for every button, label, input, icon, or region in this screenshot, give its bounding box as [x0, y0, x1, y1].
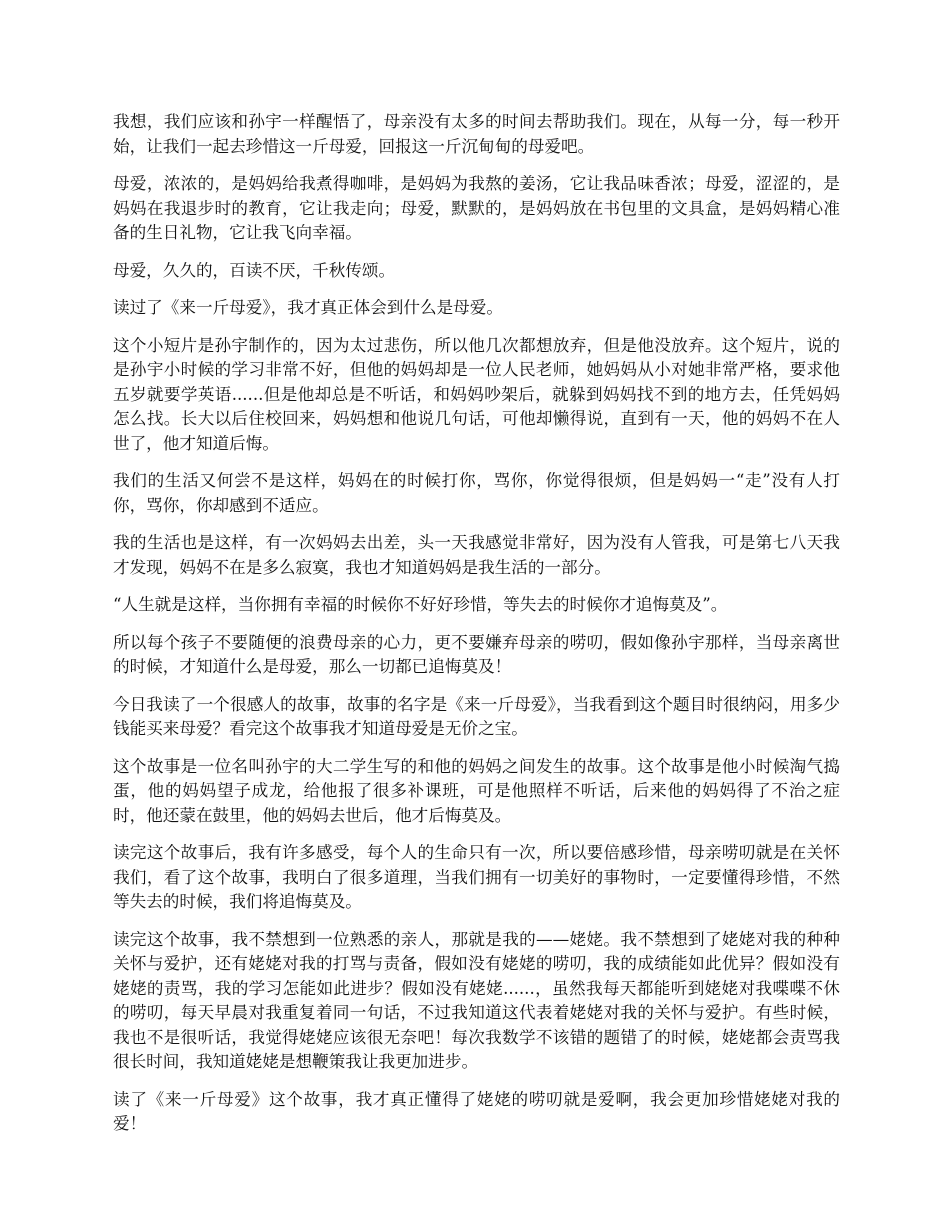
paragraph: 这个小短片是孙宇制作的，因为太过悲伤，所以他几次都想放弃，但是他没放弃。这个短片，说的是孙宇小时候的学习非常不好，但他的妈妈却是一位人民老师，她妈妈从小对她非常严格，要求他五岁就要学英语......但是他却总是不听话，和妈妈吵架后，就躲到妈妈找不到的地方去，任凭妈妈怎么找。长大以后住校回来，妈妈想和他说几句话，可他却懒得说，直到有一天，他的妈妈不在人世了，他才知道后悔。	[113, 335, 840, 453]
paragraph: 读完这个故事，我不禁想到一位熟悉的亲人，那就是我的——姥姥。我不禁想到了姥姥对我的种种关怀与爱护，还有姥姥对我的打骂与责备，假如没有姥姥的唠叨，我的成绩能如此优异？假如没有姥姥的责骂，我的学习怎能如此进步？假如没有姥姥......，虽然我每天都能听到姥姥对我喋喋不休的唠叨，每天早晨对我重复着同一句话，不过我知道这代表着姥姥对我的关怀与爱护。有些时候，我也不是很听话，我觉得姥姥应该很无奈吧！每次我数学不该错的题错了的时候，姥姥都会责骂我很长时间，我知道姥姥是想鞭策我让我更加进步。	[113, 929, 840, 1071]
paragraph: 我们的生活又何尝不是这样，妈妈在的时候打你，骂你，你觉得很烦，但是妈妈一“走”没有人打你，骂你，你却感到不适应。	[113, 471, 840, 515]
paragraph: 今日我读了一个很感人的故事，故事的名字是《来一斤母爱》，当我看到这个题目时很纳闷，用多少钱能买来母爱？看完这个故事我才知道母爱是无价之宝。	[113, 694, 840, 738]
paragraph: 母爱，久久的，百读不厌，千秋传颂。	[113, 260, 396, 280]
paragraph: 所以每个孩子不要随便的浪费母亲的心力，更不要嫌弃母亲的唠叨，假如像孙宇那样，当母亲离世的时候，才知道什么是母爱，那么一切都已追悔莫及！	[113, 632, 840, 676]
document-page	[113, 110, 840, 1150]
paragraph: 读过了《来一斤母爱》，我才真正体会到什么是母爱。	[113, 298, 503, 317]
paragraph: 读了《来一斤母爱》这个故事，我才真正懂得了姥姥的唠叨就是爱啊，我会更加珍惜姥姥对我的爱！	[113, 1089, 840, 1133]
paragraph: 我想，我们应该和孙宇一样醒悟了，母亲没有太多的时间去帮助我们。现在，从每一分，每一秒开始，让我们一起去珍惜这一斤母爱，回报这一斤沉甸甸的母爱吧。	[113, 112, 840, 156]
paragraph: 我的生活也是这样，有一次妈妈去出差，头一天我感觉非常好，因为没有人管我，可是第七八天我才发现，妈妈不在是多么寂寞，我也才知道妈妈是我生活的一部分。	[113, 533, 840, 577]
paragraph: “人生就是这样，当你拥有幸福的时候你不好好珍惜，等失去的时候你才追悔莫及”。	[113, 595, 728, 614]
paragraph: 母爱，浓浓的，是妈妈给我煮得咖啡，是妈妈为我熬的姜汤，它让我品味香浓；母爱，涩涩的，是妈妈在我退步时的教育，它让我走向；母爱，默默的，是妈妈放在书包里的文具盒，是妈妈精心准备的生日礼物，它让我飞向幸福。	[113, 174, 840, 242]
paragraph: 读完这个故事后，我有许多感受，每个人的生命只有一次，所以要倍感珍惜，母亲唠叨就是在关怀我们，看了这个故事，我明白了很多道理，当我们拥有一切美好的事物时，一定要懂得珍惜，不然等失去的时候，我们将追悔莫及。	[113, 843, 840, 911]
paragraph: 这个故事是一位名叫孙宇的大二学生写的和他的妈妈之间发生的故事。这个故事是他小时候淘气捣蛋，他的妈妈望子成龙，给他报了很多补课班，可是他照样不听话，后来他的妈妈得了不治之症时，他还蒙在鼓里，他的妈妈去世后，他才后悔莫及。	[113, 756, 840, 825]
